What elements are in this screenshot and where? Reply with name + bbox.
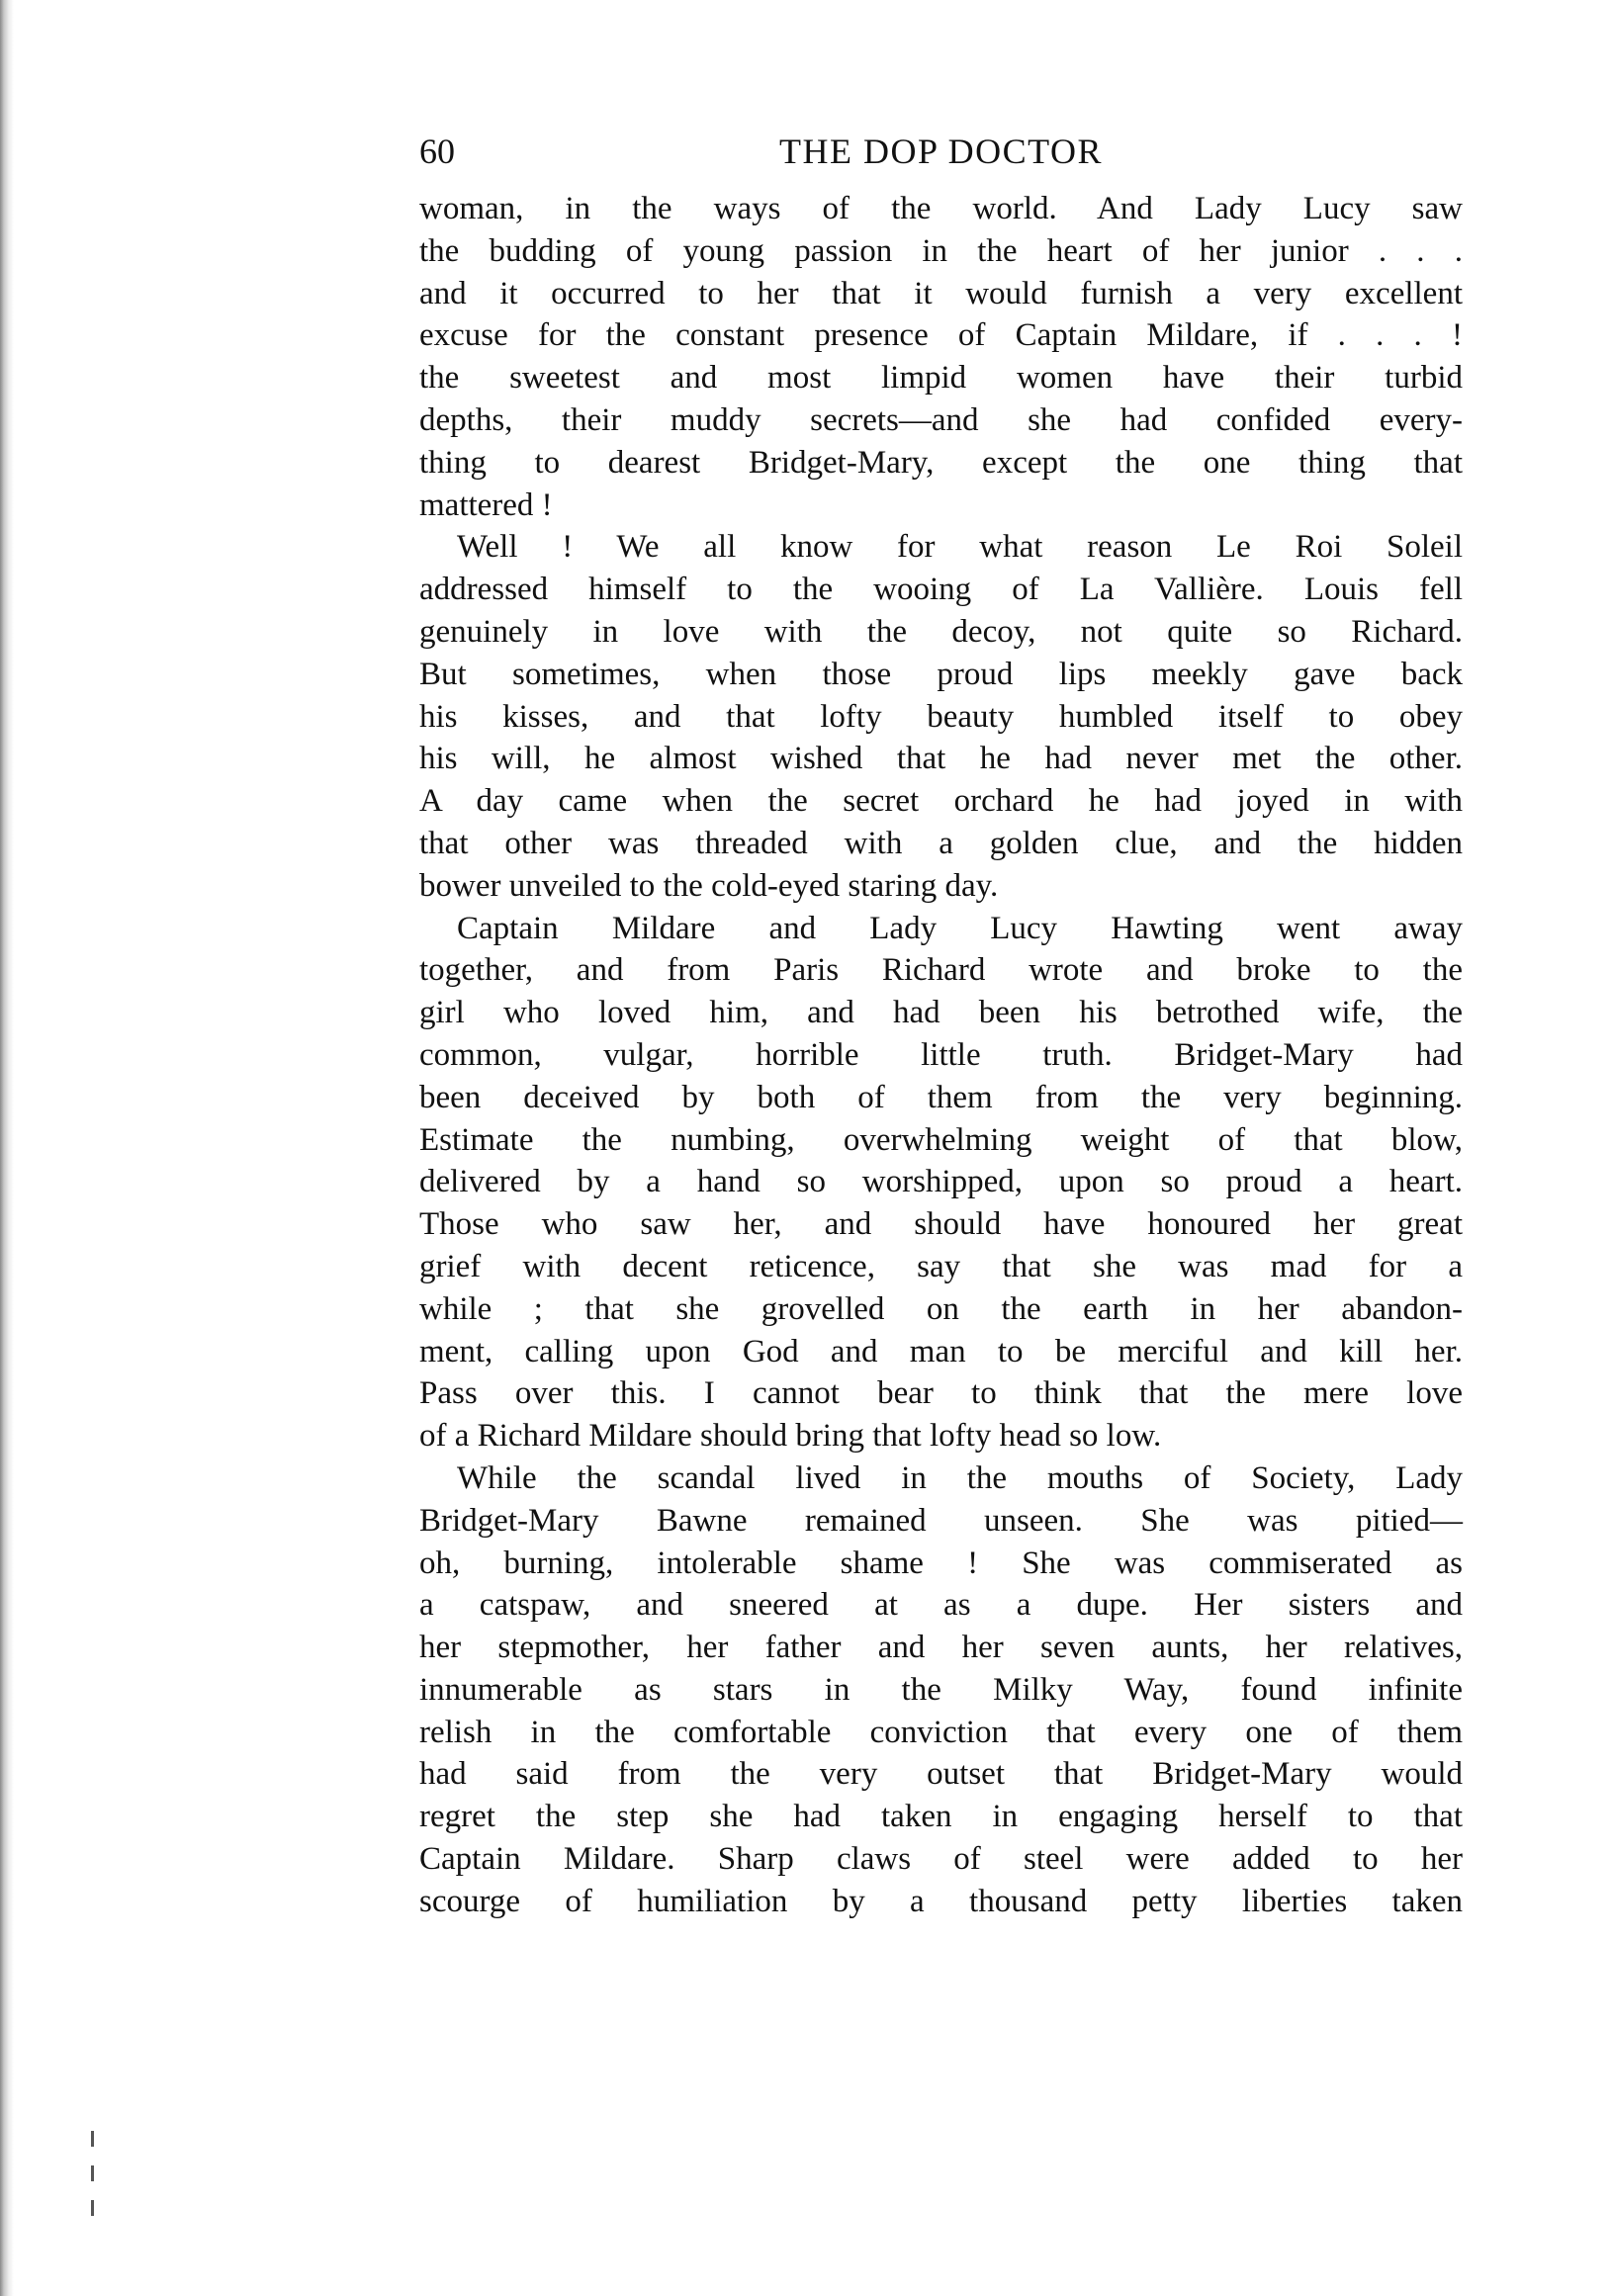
text-line: common, vulgar, horrible little truth. Bridget-Mary had [419, 1036, 1463, 1073]
text-line: oh, burning, intolerable shame ! She was commiserated as [419, 1545, 1463, 1581]
text-line: addressed himself to the wooing of La Vallière. Louis fell [419, 572, 1463, 608]
text-line: Pass over this. I cannot bear to think that the mere love [419, 1375, 1463, 1412]
text-line: thing to dearest Bridget-Mary, except the one thing that [419, 444, 1463, 481]
text-line: grief with decent reticence, say that she was mad for a [419, 1248, 1463, 1284]
text-line: Bridget-Mary Bawne remained unseen. She was pitied— [419, 1502, 1463, 1539]
text-line: A day came when the secret orchard he had joyed in with [419, 783, 1463, 820]
text-line: scourge of humiliation by a thousand petty liberties taken [419, 1883, 1463, 1919]
text-line: depths, their muddy secrets—and she had confided every- [419, 401, 1463, 438]
text-line: ment, calling upon God and man to be merciful and kill her. [419, 1333, 1463, 1369]
text-line: the budding of young passion in the heart of her junior . . . [419, 232, 1463, 269]
text-line: had said from the very outset that Bridget-Mary would [419, 1756, 1463, 1793]
paragraph-first-line: Captain Mildare and Lady Lucy Hawting went away [457, 910, 1463, 946]
text-line: a catspaw, and sneered at as a dupe. Her sisters and [419, 1587, 1463, 1624]
text-line: together, and from Paris Richard wrote and broke to the [419, 952, 1463, 989]
text-line: and it occurred to her that it would furnish a very excellent [419, 275, 1463, 311]
margin-speck [91, 2200, 94, 2216]
book-spine-edge [0, 0, 14, 2296]
text-line: that other was threaded with a golden clue, and the hidden [419, 825, 1463, 861]
book-page [419, 129, 1463, 1923]
body-text [419, 188, 1463, 1923]
text-line: Captain Mildare. Sharp claws of steel were added to her [419, 1841, 1463, 1878]
text-line: innumerable as stars in the Milky Way, found infinite [419, 1671, 1463, 1708]
text-line: her stepmother, her father and her seven aunts, her relatives, [419, 1630, 1463, 1666]
text-line: the sweetest and most limpid women have their turbid [419, 360, 1463, 397]
text-line: relish in the comfortable conviction that every one of them [419, 1714, 1463, 1750]
text-line: delivered by a hand so worshipped, upon so proud a heart. [419, 1164, 1463, 1200]
text-line: been deceived by both of them from the very beginning. [419, 1079, 1463, 1115]
text-line: Estimate the numbing, overwhelming weight of that blow, [419, 1121, 1463, 1158]
text-line: genuinely in love with the decoy, not quite so Richard. [419, 613, 1463, 650]
paragraph-first-line: While the scandal lived in the mouths of Society, Lady [457, 1459, 1463, 1496]
paragraph-first-line: Well ! We all know for what reason Le Roi Soleil [457, 529, 1463, 566]
text-line: regret the step she had taken in engaging herself to that [419, 1799, 1463, 1835]
page-number: 60 [419, 132, 455, 171]
text-line: But sometimes, when those proud lips meekly gave back [419, 656, 1463, 692]
page-header [419, 129, 1463, 188]
text-line: Those who saw her, and should have honoured her great [419, 1206, 1463, 1243]
text-line: his will, he almost wished that he had never met the other. [419, 741, 1463, 777]
text-line: woman, in the ways of the world. And Lady Lucy saw [419, 191, 1463, 226]
text-line: while ; that she grovelled on the earth in her abandon- [419, 1290, 1463, 1327]
text-line: mattered ! [419, 486, 553, 523]
running-title: THE DOP DOCTOR [778, 132, 1104, 171]
margin-speck [91, 2131, 94, 2147]
text-line: girl who loved him, and had been his betrothed wife, the [419, 995, 1463, 1031]
text-line: excuse for the constant presence of Captain Mildare, if . . . ! [419, 317, 1463, 354]
text-line: bower unveiled to the cold-eyed staring day. [419, 867, 999, 904]
margin-speck [91, 2165, 94, 2181]
text-line: his kisses, and that lofty beauty humbled itself to obey [419, 698, 1463, 735]
text-line: of a Richard Mildare should bring that lofty head so low. [419, 1418, 1162, 1455]
